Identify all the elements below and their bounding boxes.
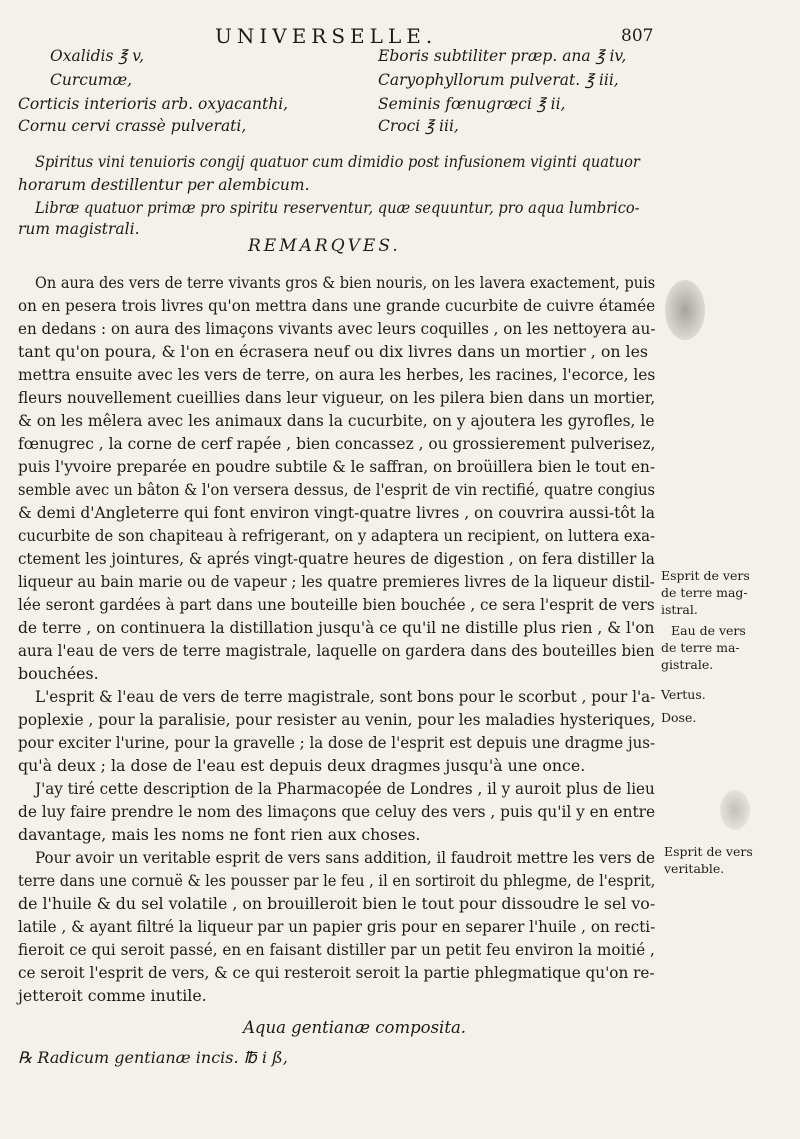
recipe-line-2: horarum destillentur per alembicum. bbox=[18, 176, 310, 194]
body-line: L'esprit & l'eau de vers de terre magistrale, sont bons pour le scorbut , pour l'a- bbox=[35, 687, 656, 706]
body-line: bouchées. bbox=[18, 664, 99, 683]
ingredient-left-4: Cornu cervi crassè pulverati, bbox=[18, 117, 247, 135]
body-line: & demi d'Angleterre qui font environ vingt-quatre livres , on couvrira aussi-tôt la bbox=[18, 503, 656, 522]
body-line: en dedans : on aura des limaçons vivants avec leurs coquilles , on les nettoyera au- bbox=[18, 319, 656, 338]
margin-note: Eau de vers bbox=[671, 623, 746, 638]
body-line: de terre , on continuera la distillation jusqu'à ce qu'il ne distille plus rien , & l'on bbox=[18, 618, 655, 637]
page-stain bbox=[720, 790, 750, 830]
body-line: mettra ensuite avec les vers de terre, on aura les herbes, les racines, l'ecorce, les bbox=[18, 365, 656, 384]
body-line: on en pesera trois livres qu'on mettra dans une grande cucurbite de cuivre étamée bbox=[18, 296, 656, 315]
body-line: fieroit ce qui seroit passé, en en faisant distiller par un petit feu environ la moitié , bbox=[18, 940, 655, 959]
body-line: aura l'eau de vers de terre magistrale, laquelle on gardera dans des bouteilles bien bbox=[18, 641, 655, 660]
body-line: jetteroit comme inutile. bbox=[18, 986, 207, 1005]
body-line: Pour avoir un veritable esprit de vers sans addition, il faudroit mettre les vers de bbox=[35, 848, 655, 867]
prescription-line: ℞ Radicum gentianæ incis. ℔ i ß, bbox=[18, 1048, 288, 1067]
body-line: tant qu'on poura, & l'on en écrasera neuf ou dix livres dans un mortier , on les bbox=[18, 342, 649, 361]
margin-note: veritable. bbox=[664, 861, 725, 876]
body-line: poplexie , pour la paralisie, pour resister au venin, pour les maladies hysteriques, bbox=[18, 710, 656, 729]
ingredient-right-3: Seminis fœnugræci ℥ ii, bbox=[378, 95, 566, 113]
margin-note: de terre mag- bbox=[661, 585, 748, 600]
body-line: ctement les jointures, & aprés vingt-quatre heures de digestion , on fera distiller la bbox=[18, 549, 655, 568]
ingredient-left-2: Curcumæ, bbox=[50, 71, 133, 89]
margin-note: Vertus. bbox=[661, 687, 706, 702]
running-head: UNIVERSELLE. bbox=[215, 24, 438, 48]
section-title: REMARQVES. bbox=[248, 236, 401, 256]
margin-note: de terre ma- bbox=[661, 640, 740, 655]
body-line: J'ay tiré cette description de la Pharmacopée de Londres , il y auroit plus de lieu bbox=[35, 779, 655, 798]
recipe-line-3: Libræ quatuor primæ pro spiritu reserventur, quæ sequuntur, pro aqua lumbrico- bbox=[35, 199, 640, 217]
body-line: de luy faire prendre le nom des limaçons que celuy des vers , puis qu'il y en entre bbox=[18, 802, 656, 821]
body-line: davantage, mais les noms ne font rien aux choses. bbox=[18, 825, 421, 844]
page-number: 807 bbox=[621, 26, 654, 46]
body-line: puis l'yvoire preparée en poudre subtile & le saffran, on broüillera bien le tout en- bbox=[18, 457, 656, 476]
page-stain bbox=[665, 280, 705, 340]
margin-note: Esprit de vers bbox=[664, 844, 753, 859]
formula-title: Aqua gentianæ composita. bbox=[243, 1018, 467, 1037]
body-line: pour exciter l'urine, pour la gravelle ; la dose de l'esprit est depuis une dragme jus- bbox=[18, 733, 656, 752]
ingredient-right-4: Croci ℥ iii, bbox=[378, 117, 459, 135]
margin-note: Dose. bbox=[661, 710, 697, 725]
body-line: On aura des vers de terre vivants gros & bien nouris, on les lavera exactement, puis bbox=[35, 273, 656, 292]
margin-note: gistrale. bbox=[661, 657, 714, 672]
body-line: lée seront gardées à part dans une bouteille bien bouchée , ce sera l'esprit de vers bbox=[18, 595, 655, 614]
body-line: de l'huile & du sel volatile , on brouilleroit bien le tout pour dissoudre le sel vo- bbox=[18, 894, 656, 913]
recipe-line-1: Spiritus vini tenuioris congij quatuor cum dimidio post infusionem viginti quatuor bbox=[35, 153, 640, 171]
body-line: latile , & ayant filtré la liqueur par un papier gris pour en separer l'huile , on recti- bbox=[18, 917, 656, 936]
margin-note: istral. bbox=[661, 602, 698, 617]
ingredient-left-1: Oxalidis ℥ v, bbox=[50, 47, 145, 65]
ingredient-right-1: Eboris subtiliter præp. ana ℥ iv, bbox=[378, 47, 627, 65]
body-line: semble avec un bâton & l'on versera dessus, de l'esprit de vin rectifié, quatre congius bbox=[18, 480, 656, 499]
body-line: & on les mêlera avec les animaux dans la cucurbite, on y ajoutera les gyrofles, le bbox=[18, 411, 655, 430]
body-line: cucurbite de son chapiteau à refrigerant, on y adaptera un recipient, on luttera exa- bbox=[18, 526, 656, 545]
ingredient-right-2: Caryophyllorum pulverat. ℥ iii, bbox=[378, 71, 619, 89]
body-line: liqueur au bain marie ou de vapeur ; les quatre premieres livres de la liqueur distil- bbox=[18, 572, 655, 591]
margin-note: Esprit de vers bbox=[661, 568, 750, 583]
body-line: fœnugrec , la corne de cerf rapée , bien concassez , ou grossierement pulverisez, bbox=[18, 434, 656, 453]
body-line: fleurs nouvellement cueillies dans leur vigueur, on les pilera bien dans un mortier, bbox=[18, 388, 656, 407]
body-line: terre dans une cornuë & les pousser par le feu , il en sortiroit du phlegme, de l'esprit, bbox=[18, 871, 656, 890]
recipe-line-4: rum magistrali. bbox=[18, 220, 140, 238]
body-line: qu'à deux ; la dose de l'eau est depuis deux dragmes jusqu'à une once. bbox=[18, 756, 586, 775]
body-line: ce seroit l'esprit de vers, & ce qui resteroit seroit la partie phlegmatique qu'on re- bbox=[18, 963, 655, 982]
ingredient-left-3: Corticis interioris arb. oxyacanthi, bbox=[18, 95, 289, 113]
